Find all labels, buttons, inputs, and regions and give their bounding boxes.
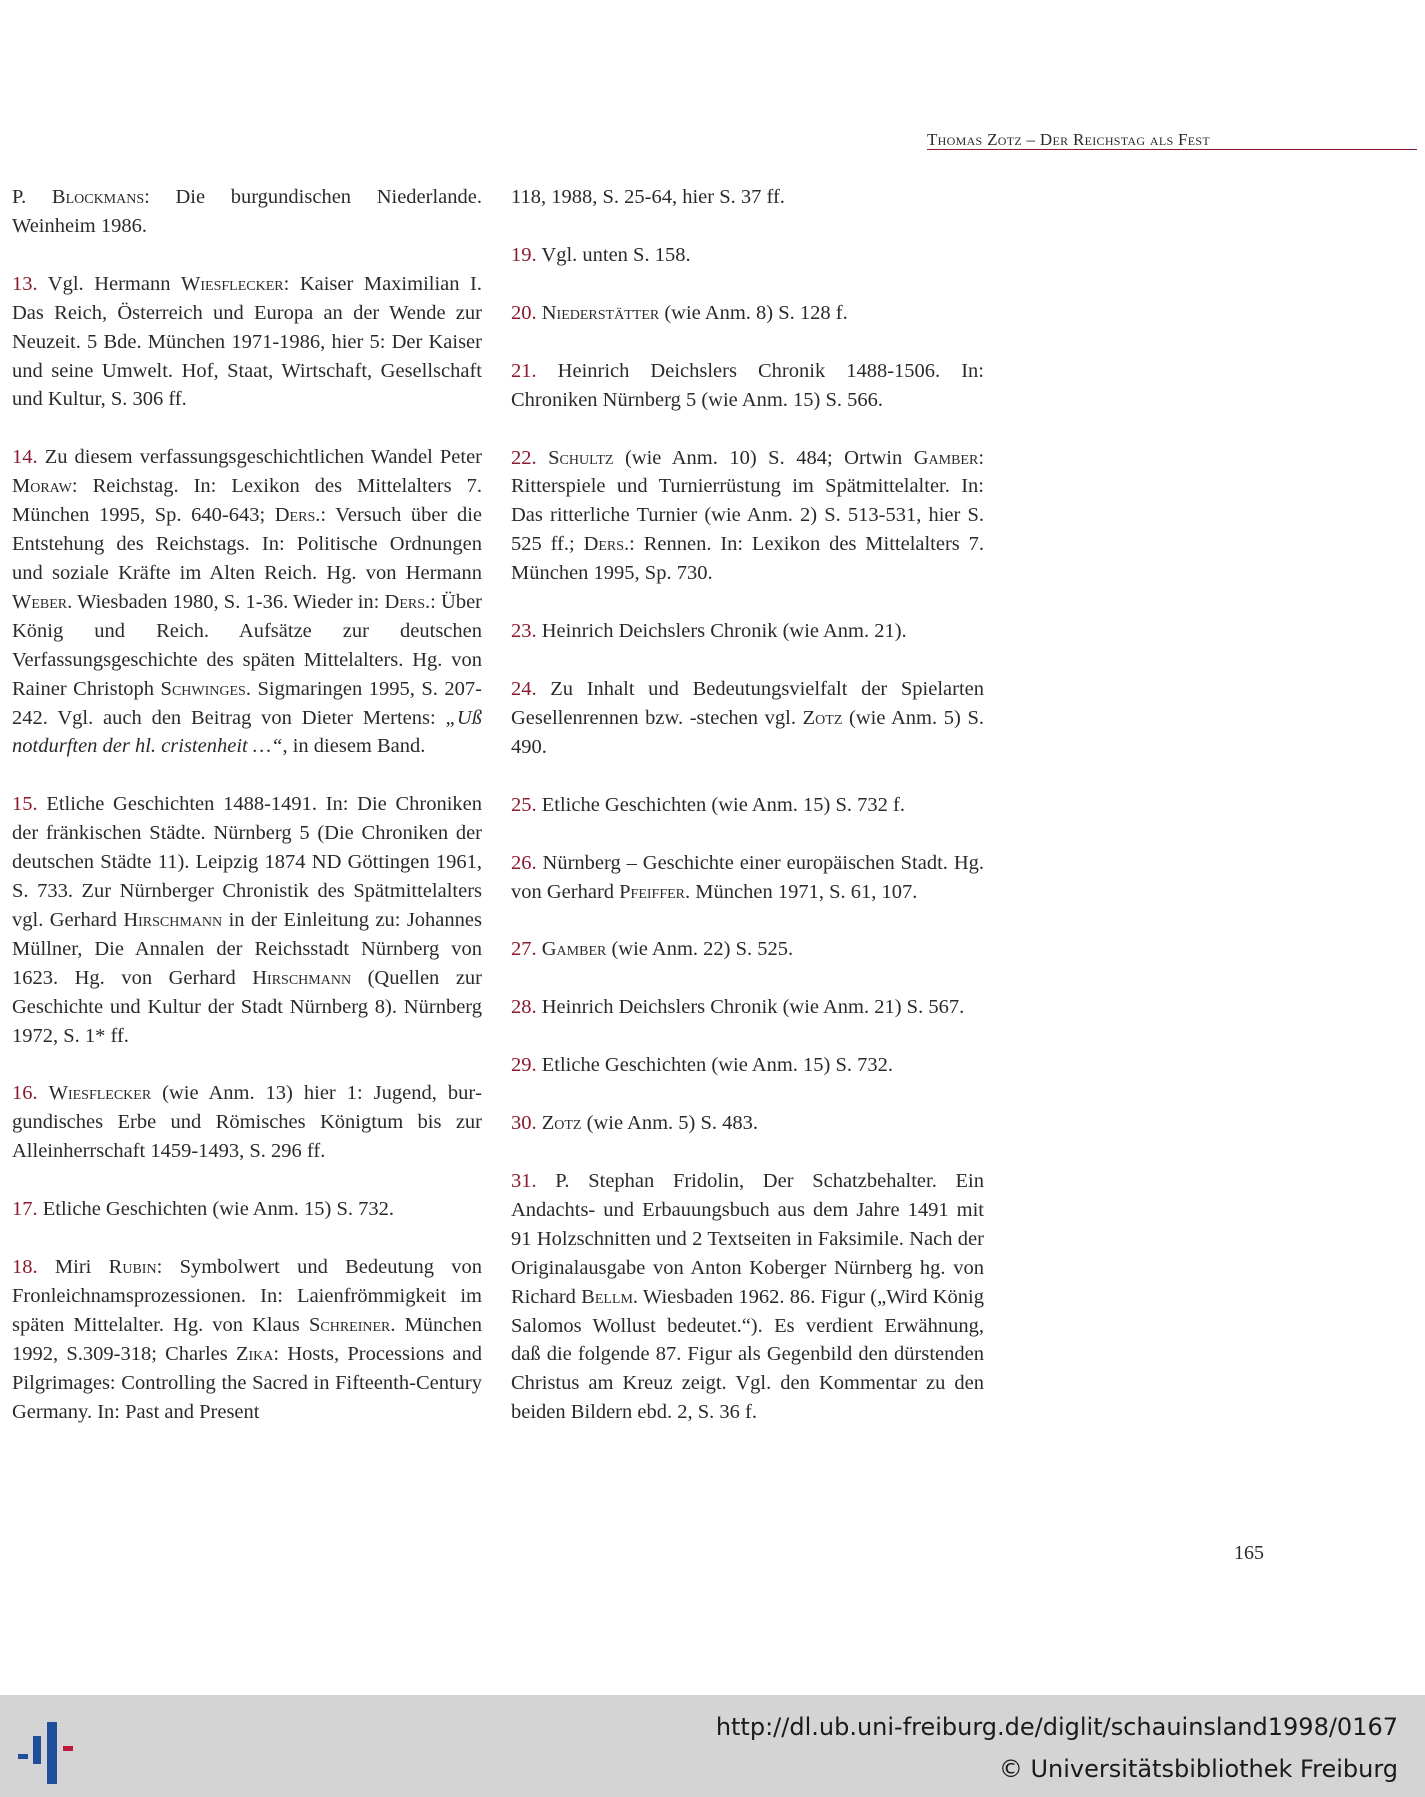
footnote-number: 30. (511, 1112, 537, 1135)
footnote-24: 24. Zu Inhalt und Bedeutungsvielfalt der Spielarten Gesellenrennen bzw. -stechen vgl. Zotz (wie Anm. 5) S. 490. (511, 677, 984, 758)
footnote-27: 27. Gamber (wie Anm. 22) S. 525. (511, 938, 794, 961)
footnote-25: 25. Etliche Geschichten (wie Anm. 15) S. 732 f. (511, 793, 905, 816)
page-number: 165 (1234, 1542, 1264, 1564)
running-head: Thomas Zotz – Der Reichstag als Fest (927, 130, 1211, 149)
footnote-number: 19. (511, 243, 537, 266)
footnote-14: 14. Zu diesem verfassungsgeschichtlichen Wandel Peter Moraw: Reichstag. In: Lexikon des Mittelalters 7. München 1995, Sp. 640-643; Ders.: Versuch über die Entstehung des Reichstags. In: Politische Ordnungen und soziale Kräfte im Alten Reich. Hg. von Hermann Weber. Wiesbaden 1980, S. 1-36. Wieder in: Ders.: Über König und Reich. Aufsätze zur deutschen Verfassungsgeschichte des späten Mittelalters. Hg. von Rainer Christoph Schwinges. Sigmaringen 1995, S. 207-242. Vgl. auch den Beitrag von Dieter Mertens: „Uß notdurften der hl. cristenheit …“, in diesem Band. (12, 446, 483, 758)
footnote-number: 22. (511, 446, 537, 469)
footnote-number: 14. (12, 446, 38, 469)
footnote-26: 26. Nürnberg – Geschichte einer europäischen Stadt. Hg. von Gerhard Pfeiffer. München 1971, S. 61, 107. (511, 851, 984, 903)
footnote-28: 28. Heinrich Deichslers Chronik (wie Anm. 21) S. 567. (511, 996, 965, 1019)
footnote-16: 16. Wiesflecker (wie Anm. 13) hier 1: Jugend, burgundisches Erbe und Römisches Königtum bis zur Alleinherrschaft 1459-1493, S. 296 ff. (12, 1082, 482, 1163)
footnote-20: 20. Niederstätter (wie Anm. 8) S. 128 f. (511, 301, 848, 324)
footnote-30: 30. Zotz (wie Anm. 5) S. 483. (511, 1112, 759, 1135)
footnote-23: 23. Heinrich Deichslers Chronik (wie Anm. 21). (511, 620, 907, 643)
footnote-22: 22. Schultz (wie Anm. 10) S. 484; Ortwin Gamber: Ritterspiele und Turnierrüstung im Spätmittelalter. In: Das ritterliche Turnier (wie Anm. 2) S. 513-531, hier S. 525 ff.; Ders.: Rennen. In: Lexikon des Mittelalters 7. München 1995, Sp. 730. (511, 446, 985, 585)
footnote-17: 17. Etliche Geschichten (wie Anm. 15) S. 732. (12, 1198, 395, 1221)
footnote-number: 25. (511, 793, 537, 816)
footnotes-left-column (12, 183, 482, 1456)
footnote-number: 21. (511, 359, 537, 382)
library-logo-icon (18, 1714, 88, 1784)
copyright-notice: © Universitätsbibliothek Freiburg (998, 1755, 1398, 1783)
footnote-18-continuation: 118, 1988, S. 25-64, hier S. 37 ff. (511, 186, 785, 208)
footnote-31: 31. P. Stephan Fridolin, Der Schatzbehalter. Ein Andachts- und Erbauungsbuch aus dem Jahre 1491 mit 91 Holzschnitten und 2 Textseiten in Faksimile. Nach der Originalausgabe von Anton Koberger Nürnberg hg. von Richard Bellm. Wiesbaden 1962. 86. Figur („Wird König Salomos Wollust bedeutet.“). Es verdient Erwähnung, daß die folgende 87. Figur als Gegenbild den dürstenden Christus am Kreuz zeigt. Vgl. den Kommentar zu den beiden Bildern ebd. 2, S. 36 f. (511, 1170, 984, 1424)
footnote-number: 27. (511, 938, 537, 961)
footnote-number: 18. (12, 1256, 38, 1279)
footnote-number: 24. (511, 677, 537, 700)
footnote-number: 16. (12, 1082, 38, 1105)
footnote-number: 28. (511, 996, 537, 1019)
footnote-number: 31. (511, 1170, 537, 1193)
footnote-12-continuation: P. Blockmans: Die burgundischen Niederlande. Weinheim 1986. (12, 186, 482, 237)
footnote-number: 15. (12, 793, 38, 816)
footnote-18: 18. Miri Rubin: Symbolwert und Bedeutung von Fronleichnamsprozessionen. In: Laienfrömmigkeit im späten Mittelalter. Hg. von Klaus Schreiner. München 1992, S.309-318; Charles Zika: Hosts, Processions and Pilgrimages: Controlling the Sacred in Fifteenth-Century Germany. In: Past and Present (12, 1256, 482, 1423)
footnote-number: 13. (12, 272, 38, 295)
footnote-15: 15. Etliche Geschichten 1488-1491. In: Die Chroniken der fränkischen Städte. Nürnberg 5 (Die Chroniken der deutschen Städte 11). Leipzig 1874 ND Göttingen 1961, S. 733. Zur Nürnberger Chronistik des Spätmittelalters vgl. Gerhard Hirschmann in der Einleitung zu: Johannes Müllner, Die Annalen der Reichsstadt Nürnberg von 1623. Hg. von Gerhard Hirschmann (Quellen zur Geschichte und Kultur der Stadt Nürnberg 8). Nürnberg 1972, S. 1* ff. (12, 793, 482, 1047)
header-rule (927, 149, 1417, 150)
footnote-19: 19. Vgl. unten S. 158. (511, 243, 691, 266)
footnote-13: 13. Vgl. Hermann Wiesflecker: Kaiser Maximilian I. Das Reich, Österreich und Europa an der Wende zur Neuzeit. 5 Bde. München 1971-1986, hier 5: Der Kaiser und seine Umwelt. Hof, Staat, Wirtschaft, Gesellschaft und Kultur, S. 306 ff. (12, 272, 482, 411)
library-footer-bar (0, 1695, 1425, 1797)
digital-library-url-link[interactable]: http://dl.ub.uni-freiburg.de/diglit/schauinsland1998/0167 (715, 1713, 1398, 1741)
footnote-29: 29. Etliche Geschichten (wie Anm. 15) S. 732. (511, 1054, 894, 1077)
footnote-number: 26. (511, 851, 537, 874)
footnote-number: 17. (12, 1198, 38, 1221)
footnote-21: 21. Heinrich Deichslers Chronik 1488-1506. In: Chroniken Nürnberg 5 (wie Anm. 15) S. 566. (511, 359, 984, 411)
footnote-number: 23. (511, 620, 537, 643)
footnote-number: 20. (511, 301, 537, 324)
footnote-number: 29. (511, 1054, 537, 1077)
footnotes-right-column (511, 183, 984, 1456)
